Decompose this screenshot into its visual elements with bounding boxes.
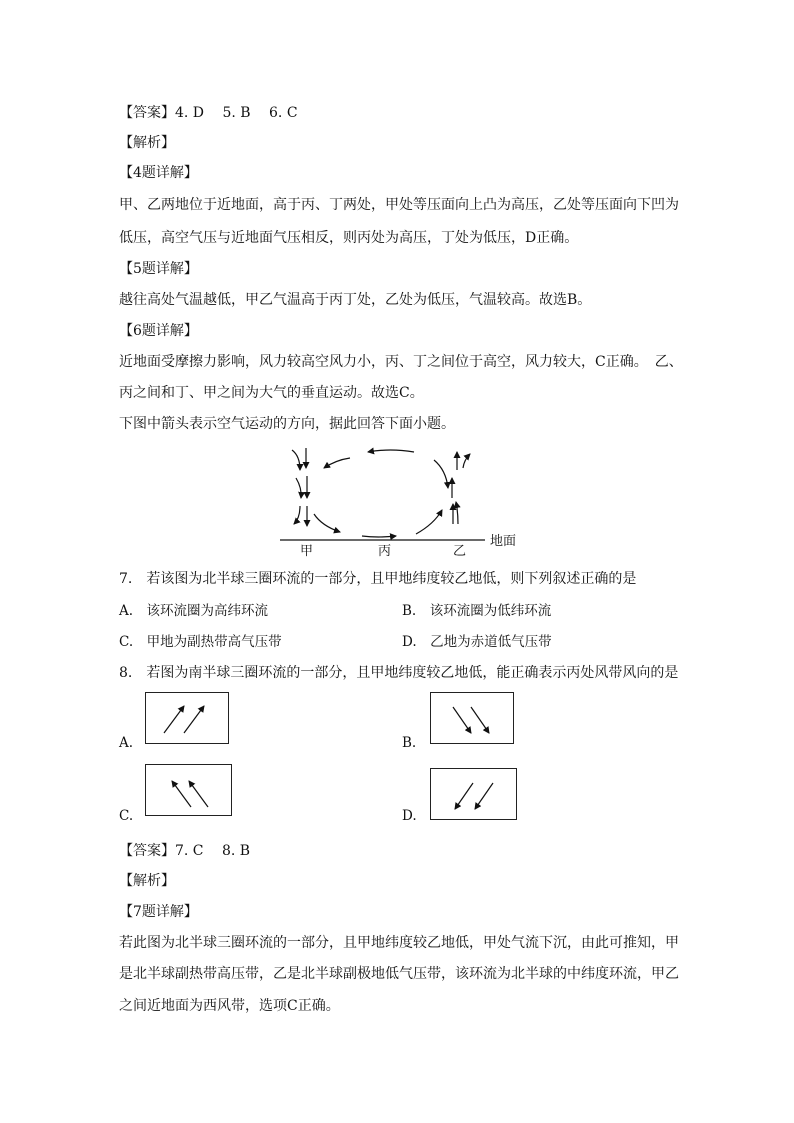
arrows-northwest-icon (146, 765, 231, 815)
q7-detail-line-1: 若此图为北半球三圈环流的一部分，且甲地纬度较乙地低，甲处气流下沉，由此可推知，甲 (119, 935, 679, 951)
q7-stem: 7. 若该图为北半球三圈环流的一部分，且甲地纬度较乙地低，则下列叙述正确的是 (119, 571, 637, 587)
point-bing-label: 丙 (378, 544, 392, 559)
arrows-southeast-icon (431, 693, 513, 743)
arrows-northeast-icon (146, 693, 228, 743)
q7-detail-heading: 【7题详解】 (119, 904, 198, 920)
q4-detail-line-2: 低压，高空气压与近地面气压相反，则丙处为高压，丁处为低压，D正确。 (119, 230, 579, 246)
q8-option-d-box (430, 768, 517, 820)
point-jia-label: 甲 (300, 544, 314, 559)
q8-option-b-label: B. (402, 735, 417, 751)
ground-label: 地面 (490, 534, 517, 549)
q7-option-c: C. 甲地为副热带高气压带 (119, 634, 282, 650)
analysis-heading-1: 【解析】 (119, 135, 175, 151)
answer-4-6: 【答案】4. D 5. B 6. C (119, 105, 298, 121)
q8-option-a-box (145, 692, 229, 744)
q6-detail-line-2: 丙之间和丁、甲之间为大气的垂直运动。故选C。 (119, 385, 424, 401)
q8-option-c-box (145, 764, 232, 816)
q7-option-b: B. 该环流圈为低纬环流 (402, 603, 552, 619)
point-yi-label: 乙 (453, 544, 467, 559)
q7-option-a: A. 该环流圈为高纬环流 (119, 603, 269, 619)
q8-option-c-label: C. (119, 808, 134, 824)
q6-detail-heading: 【6题详解】 (119, 323, 198, 339)
arrows-southwest-icon (431, 769, 516, 819)
q8-stem: 8. 若图为南半球三圈环流的一部分，且甲地纬度较乙地低，能正确表示丙处风带风向的是 (119, 665, 679, 681)
q8-option-b-box (430, 692, 514, 744)
q5-detail-line-1: 越往高处气温越低，甲乙气温高于丙丁处，乙处为低压，气温较高。故选B。 (119, 292, 592, 308)
q6-detail-line-1: 近地面受摩擦力影响，风力较高空风力小，丙、丁之间位于高空，风力较大，C正确。 乙、 (119, 354, 683, 370)
answer-7-8: 【答案】7. C 8. B (119, 843, 251, 859)
analysis-heading-2: 【解析】 (119, 873, 175, 889)
figure-intro: 下图中箭头表示空气运动的方向，据此回答下面小题。 (119, 416, 455, 432)
q8-option-a-label: A. (119, 735, 134, 751)
q4-detail-line-1: 甲、乙两地位于近地面，高于丙、丁两处，甲处等压面向上凸为高压，乙处等压面向下凹为 (119, 197, 679, 213)
q7-detail-line-3: 之间近地面为西风带，选项C正确。 (119, 998, 340, 1014)
q4-detail-heading: 【4题详解】 (119, 165, 198, 181)
q5-detail-heading: 【5题详解】 (119, 261, 198, 277)
q8-option-d-label: D. (402, 808, 417, 824)
q7-detail-line-2: 是北半球副热带高压带，乙是北半球副极地低气压带，该环流为北半球的中纬度环流，甲乙 (119, 966, 679, 982)
q7-option-d: D. 乙地为赤道低气压带 (402, 634, 552, 650)
circulation-diagram (270, 440, 530, 562)
